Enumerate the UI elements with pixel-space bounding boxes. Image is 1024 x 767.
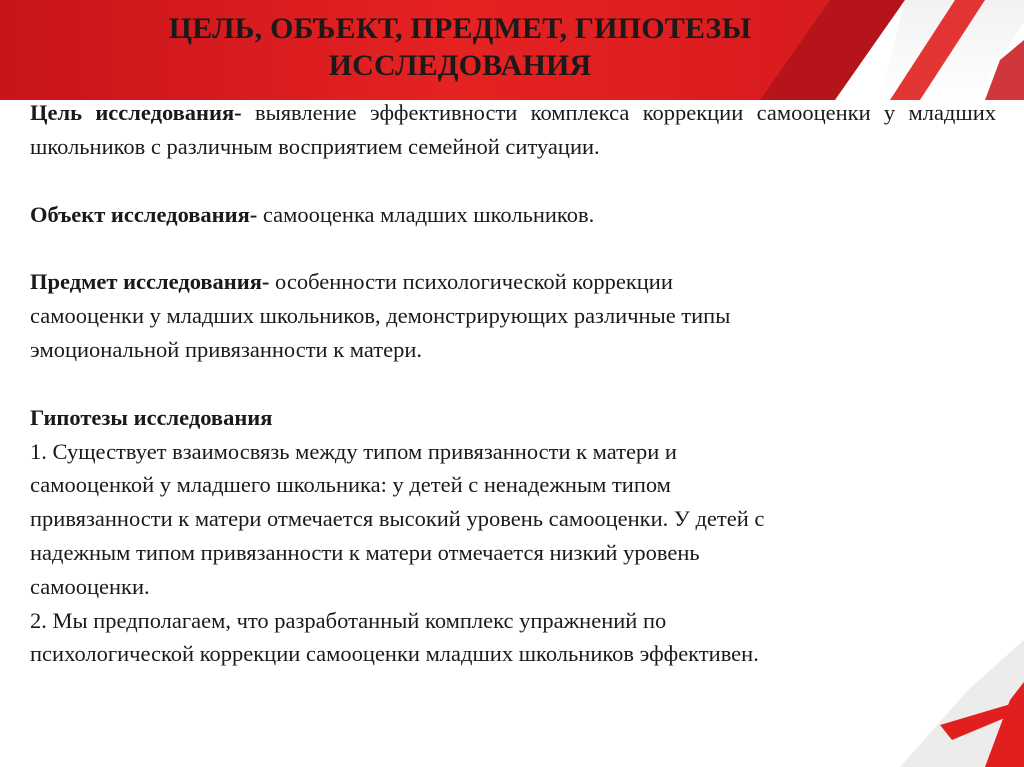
hypotheses-label: Гипотезы исследования (30, 404, 273, 430)
subject-label: Предмет исследования- (30, 269, 270, 295)
hypotheses-paragraph (30, 401, 996, 671)
hypothesis-1-line-3: привязанности к матери отмечается высокий уровень самооценки. У детей с (30, 506, 765, 532)
title-line-2: ИССЛЕДОВАНИЯ (328, 49, 592, 82)
goal-label: Цель исследования- (30, 100, 242, 125)
hypothesis-1-line-2: самооценкой у младшего школьника: у детей с ненадежным типом (30, 472, 671, 498)
object-text: самооценка младших школьников. (257, 201, 595, 227)
hypothesis-1-line-5: самооценки. (30, 573, 150, 599)
goal-paragraph (30, 96, 996, 164)
hypothesis-2-line-1: 2. Мы предполагаем, что разработанный комплекс упражнений по (30, 607, 667, 633)
slide-title (90, 10, 830, 84)
goal-text: выявление эффективности комплекса коррекции самооценки у младших школьников с различным восприятием семейной ситуации. (30, 100, 996, 159)
object-paragraph (30, 198, 996, 232)
subject-line-2: самооценки у младших школьников, демонстрирующих различные типы (30, 303, 731, 329)
subject-line-1: особенности психологической коррекции (269, 269, 673, 295)
subject-paragraph (30, 265, 996, 366)
subject-line-3: эмоциональной привязанности к матери. (30, 336, 422, 362)
hypothesis-1-line-4: надежным типом привязанности к матери отмечается низкий уровень (30, 539, 700, 565)
title-line-1: ЦЕЛЬ, ОБЪЕКТ, ПРЕДМЕТ, ГИПОТЕЗЫ (168, 12, 752, 45)
hypothesis-1-line-1: 1. Существует взаимосвязь между типом привязанности к матери и (30, 438, 677, 464)
hypothesis-2-line-2: психологической коррекции самооценки младших школьников эффективен. (30, 641, 759, 667)
slide-body (30, 96, 996, 671)
object-label: Объект исследования- (30, 201, 258, 227)
